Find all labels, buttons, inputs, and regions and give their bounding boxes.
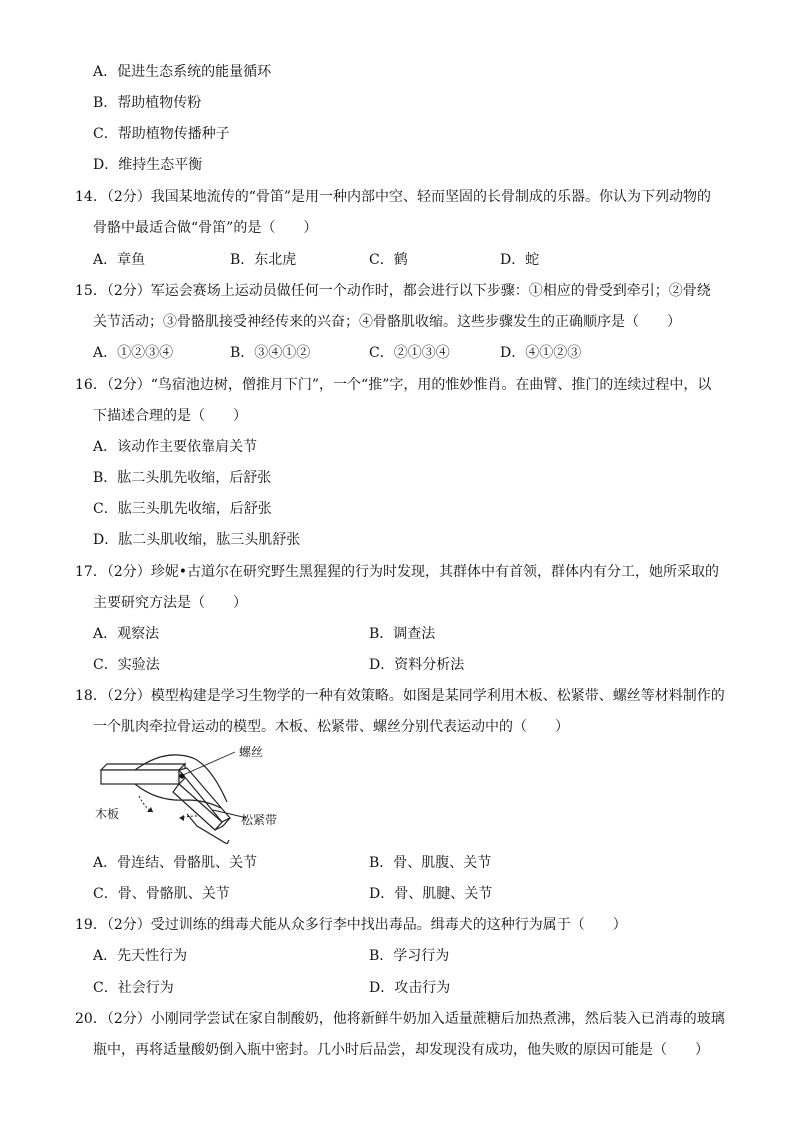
q13-option-b: B．帮助植物传粉 <box>93 95 202 111</box>
q18-stem-line1: 18．（2分）模型构建是学习生物学的一种有效策略。如图是某同学利用木板、松紧带、螺丝等材料制作的 <box>75 688 725 704</box>
q19-option-c: C．社会行为 <box>93 980 174 996</box>
q16-option-a: A．该动作主要依靠肩关节 <box>93 439 258 455</box>
q17-option-c: C．实验法 <box>93 657 160 673</box>
q19-option-a: A．先天性行为 <box>93 948 188 964</box>
board-upper-shape <box>101 764 185 784</box>
label-screw: 螺丝 <box>239 745 264 759</box>
q15-stem-line2: 关节活动；③骨骼肌接受神经传来的兴奋；④骨骼肌收缩。这些步骤发生的正确顺序是（ ） <box>93 314 681 330</box>
q13-option-c: C．帮助植物传播种子 <box>93 126 230 142</box>
q18-stem-line2: 一个肌肉牵拉骨运动的模型。木板、松紧带、螺丝分别代表运动中的（ ） <box>93 719 569 735</box>
q15-option-a: A．①②③④ <box>93 345 174 361</box>
q14-option-a: A．章鱼 <box>93 252 146 268</box>
q16-option-d: D．肱二头肌收缩，肱三头肌舒张 <box>93 532 301 548</box>
q19-stem-line1: 19．（2分）受过训练的缉毒犬能从众多行李中找出毒品。缉毒犬的这种行为属于（ ） <box>75 917 627 933</box>
label-board: 木板 <box>95 807 120 821</box>
q14-option-c: C．鹤 <box>369 252 408 268</box>
q15-option-b: B．③④①② <box>230 345 311 361</box>
q14-option-d: D．蛇 <box>500 252 540 268</box>
q16-option-c: C．肱三头肌先收缩，后舒张 <box>93 501 272 517</box>
label-elastic-band: 松紧带 <box>241 813 278 827</box>
q17-option-b: B．调查法 <box>369 626 436 642</box>
q20-stem-line2: 瓶中，再将适量酸奶倒入瓶中密封。几小时后品尝，却发现没有成功，他失败的原因可能是（ ） <box>93 1042 709 1058</box>
q13-option-a: A．促进生态系统的能量循环 <box>93 64 272 80</box>
q17-stem-line2: 主要研究方法是（ ） <box>93 595 247 611</box>
q16-stem-line2: 下描述合理的是（ ） <box>93 408 247 424</box>
q18-option-a: A．骨连结、骨骼肌、关节 <box>93 855 258 871</box>
q14-stem-line2: 骨骼中最适合做“骨笛”的是（ ） <box>93 220 318 236</box>
q13-option-d: D．维持生态平衡 <box>93 157 203 173</box>
q16-option-b: B．肱二头肌先收缩，后舒张 <box>93 470 272 486</box>
q14-stem-line1: 14．（2分）我国某地流传的“骨笛”是用一种内部中空、轻而坚固的长骨制成的乐器。你认为下列动物的 <box>75 189 712 205</box>
q19-option-d: D．攻击行为 <box>369 980 451 996</box>
q18-option-c: C．骨、骨骼肌、关节 <box>93 886 230 902</box>
q15-option-d: D．④①②③ <box>500 345 582 361</box>
q17-stem-line1: 17．（2分）珍妮•古道尔在研究野生黑猩猩的行为时发现，其群体中有首领，群体内有分工，她所采取的 <box>75 564 719 580</box>
muscle-bone-model-figure <box>95 744 305 844</box>
q14-option-b: B．东北虎 <box>230 252 297 268</box>
q16-stem-line1: 16．（2分）“鸟宿池边树，僧推月下门”，一个“推”字，用的惟妙惟肖。在曲臂、推门的连续过程中，以 <box>75 377 712 393</box>
q19-option-b: B．学习行为 <box>369 948 450 964</box>
q17-option-d: D．资料分析法 <box>369 657 465 673</box>
q15-stem-line1: 15．（2分）军运会赛场上运动员做任何一个动作时，都会进行以下步骤：①相应的骨受到牵引；②骨绕 <box>75 283 711 299</box>
q17-option-a: A．观察法 <box>93 626 160 642</box>
q15-option-c: C．②①③④ <box>369 345 450 361</box>
q18-option-d: D．骨、肌腱、关节 <box>369 886 493 902</box>
q20-stem-line1: 20．（2分）小刚同学尝试在家自制酸奶，他将新鲜牛奶加入适量蔗糖后加热煮沸，然后装入已消毒的玻璃 <box>75 1011 725 1027</box>
q18-option-b: B．骨、肌腹、关节 <box>369 855 492 871</box>
